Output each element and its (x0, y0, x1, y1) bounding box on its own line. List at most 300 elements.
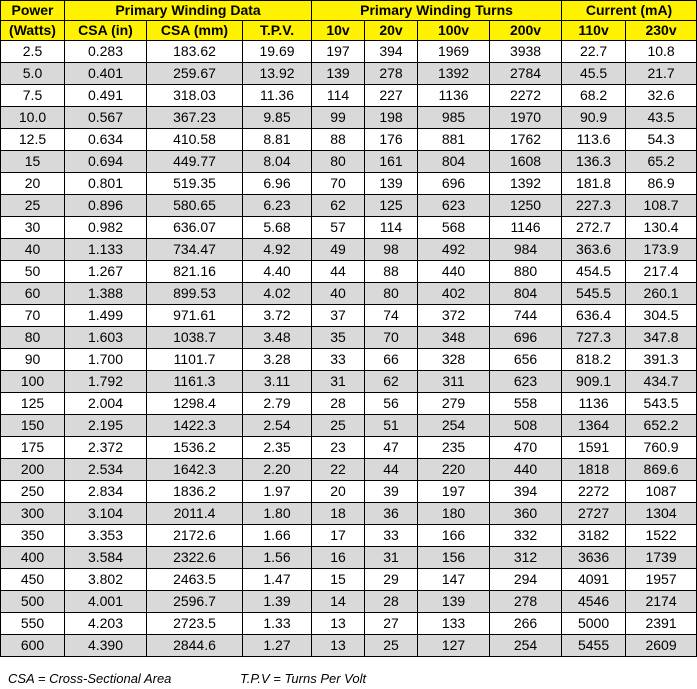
cell-csa-mm: 971.61 (147, 305, 243, 327)
cell-turns-20v: 98 (365, 239, 418, 261)
header-row-groups (1, 1, 697, 21)
cell-power: 5.0 (1, 63, 65, 85)
cell-current-110v: 181.8 (562, 173, 626, 195)
cell-tpv: 13.92 (243, 63, 312, 85)
table-row (1, 393, 697, 415)
cell-current-110v: 227.3 (562, 195, 626, 217)
cell-current-110v: 272.7 (562, 217, 626, 239)
cell-turns-100v: 440 (418, 261, 490, 283)
table-row (1, 547, 697, 569)
cell-power: 70 (1, 305, 65, 327)
cell-csa-in: 0.491 (65, 85, 147, 107)
cell-tpv: 19.69 (243, 41, 312, 63)
cell-turns-10v: 37 (312, 305, 365, 327)
cell-turns-200v: 312 (490, 547, 562, 569)
cell-power: 200 (1, 459, 65, 481)
cell-turns-200v: 623 (490, 371, 562, 393)
cell-turns-20v: 51 (365, 415, 418, 437)
cell-csa-in: 4.203 (65, 613, 147, 635)
cell-tpv: 2.35 (243, 437, 312, 459)
column-header-100v: 100v (418, 21, 490, 41)
cell-current-110v: 818.2 (562, 349, 626, 371)
cell-turns-100v: 220 (418, 459, 490, 481)
cell-csa-mm: 410.58 (147, 129, 243, 151)
cell-turns-20v: 125 (365, 195, 418, 217)
cell-csa-mm: 2723.5 (147, 613, 243, 635)
cell-current-110v: 136.3 (562, 151, 626, 173)
cell-csa-mm: 1536.2 (147, 437, 243, 459)
cell-turns-200v: 2272 (490, 85, 562, 107)
cell-turns-20v: 80 (365, 283, 418, 305)
cell-power: 250 (1, 481, 65, 503)
table-row (1, 173, 697, 195)
cell-turns-20v: 56 (365, 393, 418, 415)
cell-tpv: 1.97 (243, 481, 312, 503)
cell-current-230v: 10.8 (626, 41, 697, 63)
table-row (1, 437, 697, 459)
cell-power: 80 (1, 327, 65, 349)
cell-turns-200v: 332 (490, 525, 562, 547)
cell-turns-20v: 25 (365, 635, 418, 657)
cell-turns-200v: 470 (490, 437, 562, 459)
cell-power: 300 (1, 503, 65, 525)
cell-turns-10v: 20 (312, 481, 365, 503)
cell-turns-100v: 147 (418, 569, 490, 591)
cell-current-110v: 909.1 (562, 371, 626, 393)
cell-current-230v: 869.6 (626, 459, 697, 481)
cell-turns-10v: 197 (312, 41, 365, 63)
cell-turns-200v: 744 (490, 305, 562, 327)
cell-turns-100v: 197 (418, 481, 490, 503)
cell-tpv: 9.85 (243, 107, 312, 129)
cell-power: 400 (1, 547, 65, 569)
cell-turns-200v: 1146 (490, 217, 562, 239)
cell-csa-mm: 318.03 (147, 85, 243, 107)
cell-csa-in: 1.792 (65, 371, 147, 393)
table-row (1, 569, 697, 591)
table-row (1, 239, 697, 261)
cell-current-230v: 2391 (626, 613, 697, 635)
cell-turns-20v: 394 (365, 41, 418, 63)
cell-turns-10v: 16 (312, 547, 365, 569)
table-row (1, 591, 697, 613)
cell-current-110v: 1136 (562, 393, 626, 415)
table-row (1, 305, 697, 327)
cell-power: 2.5 (1, 41, 65, 63)
cell-turns-20v: 114 (365, 217, 418, 239)
power-header-line2: (Watts) (1, 21, 65, 41)
table-row (1, 195, 697, 217)
cell-tpv: 3.11 (243, 371, 312, 393)
cell-csa-in: 2.372 (65, 437, 147, 459)
cell-csa-in: 4.001 (65, 591, 147, 613)
cell-csa-mm: 2463.5 (147, 569, 243, 591)
cell-csa-in: 0.801 (65, 173, 147, 195)
header-row-columns (1, 21, 697, 41)
cell-turns-20v: 278 (365, 63, 418, 85)
cell-turns-100v: 348 (418, 327, 490, 349)
cell-current-110v: 1364 (562, 415, 626, 437)
cell-power: 15 (1, 151, 65, 173)
cell-csa-in: 3.802 (65, 569, 147, 591)
cell-current-110v: 113.6 (562, 129, 626, 151)
cell-turns-200v: 984 (490, 239, 562, 261)
cell-turns-20v: 176 (365, 129, 418, 151)
cell-turns-20v: 39 (365, 481, 418, 503)
cell-tpv: 8.04 (243, 151, 312, 173)
cell-tpv: 1.33 (243, 613, 312, 635)
cell-csa-mm: 2322.6 (147, 547, 243, 569)
cell-csa-mm: 2011.4 (147, 503, 243, 525)
cell-turns-100v: 279 (418, 393, 490, 415)
cell-turns-20v: 66 (365, 349, 418, 371)
cell-turns-20v: 62 (365, 371, 418, 393)
cell-turns-20v: 29 (365, 569, 418, 591)
table-row (1, 613, 697, 635)
cell-turns-100v: 311 (418, 371, 490, 393)
cell-turns-10v: 139 (312, 63, 365, 85)
cell-turns-20v: 33 (365, 525, 418, 547)
cell-tpv: 1.66 (243, 525, 312, 547)
cell-current-230v: 86.9 (626, 173, 697, 195)
cell-turns-100v: 402 (418, 283, 490, 305)
cell-csa-mm: 2596.7 (147, 591, 243, 613)
cell-turns-10v: 13 (312, 613, 365, 635)
cell-tpv: 6.23 (243, 195, 312, 217)
cell-current-110v: 68.2 (562, 85, 626, 107)
cell-csa-in: 1.267 (65, 261, 147, 283)
cell-csa-mm: 636.07 (147, 217, 243, 239)
cell-current-110v: 1818 (562, 459, 626, 481)
cell-current-110v: 4546 (562, 591, 626, 613)
cell-csa-mm: 1101.7 (147, 349, 243, 371)
cell-csa-mm: 1161.3 (147, 371, 243, 393)
cell-csa-in: 2.004 (65, 393, 147, 415)
cell-power: 100 (1, 371, 65, 393)
cell-current-230v: 304.5 (626, 305, 697, 327)
cell-csa-in: 0.283 (65, 41, 147, 63)
cell-csa-in: 4.390 (65, 635, 147, 657)
cell-turns-100v: 166 (418, 525, 490, 547)
table-row (1, 261, 697, 283)
cell-current-230v: 2609 (626, 635, 697, 657)
cell-turns-200v: 1392 (490, 173, 562, 195)
cell-current-230v: 1957 (626, 569, 697, 591)
cell-csa-mm: 821.16 (147, 261, 243, 283)
cell-current-110v: 2727 (562, 503, 626, 525)
cell-tpv: 3.48 (243, 327, 312, 349)
cell-current-230v: 21.7 (626, 63, 697, 85)
cell-power: 20 (1, 173, 65, 195)
cell-turns-20v: 70 (365, 327, 418, 349)
cell-turns-10v: 62 (312, 195, 365, 217)
cell-power: 50 (1, 261, 65, 283)
cell-current-230v: 1304 (626, 503, 697, 525)
cell-csa-in: 2.534 (65, 459, 147, 481)
cell-csa-in: 2.195 (65, 415, 147, 437)
cell-power: 125 (1, 393, 65, 415)
cell-tpv: 2.79 (243, 393, 312, 415)
cell-current-230v: 1522 (626, 525, 697, 547)
cell-csa-in: 1.499 (65, 305, 147, 327)
cell-tpv: 5.68 (243, 217, 312, 239)
cell-current-230v: 108.7 (626, 195, 697, 217)
cell-power: 150 (1, 415, 65, 437)
cell-tpv: 4.92 (243, 239, 312, 261)
cell-turns-10v: 114 (312, 85, 365, 107)
cell-current-110v: 5455 (562, 635, 626, 657)
cell-csa-in: 3.353 (65, 525, 147, 547)
cell-turns-100v: 623 (418, 195, 490, 217)
table-row (1, 371, 697, 393)
cell-power: 40 (1, 239, 65, 261)
cell-turns-10v: 31 (312, 371, 365, 393)
cell-turns-100v: 133 (418, 613, 490, 635)
cell-turns-10v: 80 (312, 151, 365, 173)
table-row (1, 41, 697, 63)
table-row (1, 283, 697, 305)
cell-turns-10v: 13 (312, 635, 365, 657)
table-row (1, 635, 697, 657)
cell-csa-mm: 1422.3 (147, 415, 243, 437)
cell-turns-100v: 328 (418, 349, 490, 371)
cell-csa-in: 0.982 (65, 217, 147, 239)
cell-turns-100v: 1392 (418, 63, 490, 85)
cell-current-110v: 22.7 (562, 41, 626, 63)
cell-tpv: 3.28 (243, 349, 312, 371)
cell-csa-mm: 734.47 (147, 239, 243, 261)
cell-csa-in: 1.388 (65, 283, 147, 305)
cell-tpv: 2.20 (243, 459, 312, 481)
cell-csa-in: 0.401 (65, 63, 147, 85)
cell-turns-100v: 235 (418, 437, 490, 459)
cell-turns-200v: 440 (490, 459, 562, 481)
cell-turns-20v: 227 (365, 85, 418, 107)
table-row (1, 415, 697, 437)
cell-turns-100v: 696 (418, 173, 490, 195)
cell-turns-100v: 156 (418, 547, 490, 569)
cell-turns-10v: 14 (312, 591, 365, 613)
column-header-20v: 20v (365, 21, 418, 41)
cell-csa-in: 0.896 (65, 195, 147, 217)
cell-power: 25 (1, 195, 65, 217)
cell-turns-100v: 372 (418, 305, 490, 327)
cell-current-230v: 347.8 (626, 327, 697, 349)
cell-turns-10v: 15 (312, 569, 365, 591)
cell-tpv: 6.96 (243, 173, 312, 195)
cell-current-230v: 1087 (626, 481, 697, 503)
cell-current-230v: 1739 (626, 547, 697, 569)
cell-turns-10v: 49 (312, 239, 365, 261)
cell-turns-10v: 28 (312, 393, 365, 415)
cell-current-230v: 217.4 (626, 261, 697, 283)
cell-csa-in: 3.104 (65, 503, 147, 525)
cell-csa-mm: 580.65 (147, 195, 243, 217)
power-header-line1: Power (1, 1, 65, 21)
cell-turns-100v: 1969 (418, 41, 490, 63)
cell-turns-20v: 74 (365, 305, 418, 327)
cell-current-230v: 543.5 (626, 393, 697, 415)
footnote-tpv: T.P.V = Turns Per Volt (240, 671, 367, 686)
cell-current-110v: 90.9 (562, 107, 626, 129)
cell-tpv: 3.72 (243, 305, 312, 327)
cell-turns-200v: 880 (490, 261, 562, 283)
cell-csa-in: 0.634 (65, 129, 147, 151)
cell-current-230v: 652.2 (626, 415, 697, 437)
column-header-10v: 10v (312, 21, 365, 41)
cell-tpv: 8.81 (243, 129, 312, 151)
cell-power: 12.5 (1, 129, 65, 151)
cell-current-110v: 4091 (562, 569, 626, 591)
cell-turns-100v: 881 (418, 129, 490, 151)
cell-current-110v: 3636 (562, 547, 626, 569)
footnote-csa: CSA = Cross-Sectional Area (8, 671, 172, 686)
table-row (1, 151, 697, 173)
table-row (1, 217, 697, 239)
cell-current-110v: 3182 (562, 525, 626, 547)
cell-current-230v: 2174 (626, 591, 697, 613)
cell-current-110v: 5000 (562, 613, 626, 635)
cell-turns-20v: 44 (365, 459, 418, 481)
cell-current-230v: 54.3 (626, 129, 697, 151)
cell-current-230v: 434.7 (626, 371, 697, 393)
cell-turns-10v: 17 (312, 525, 365, 547)
cell-current-230v: 260.1 (626, 283, 697, 305)
cell-csa-in: 3.584 (65, 547, 147, 569)
cell-power: 60 (1, 283, 65, 305)
cell-current-110v: 2272 (562, 481, 626, 503)
table-row (1, 525, 697, 547)
cell-csa-mm: 367.23 (147, 107, 243, 129)
cell-power: 350 (1, 525, 65, 547)
cell-turns-100v: 492 (418, 239, 490, 261)
cell-turns-200v: 558 (490, 393, 562, 415)
cell-turns-20v: 36 (365, 503, 418, 525)
cell-csa-mm: 1298.4 (147, 393, 243, 415)
cell-turns-200v: 278 (490, 591, 562, 613)
cell-current-110v: 45.5 (562, 63, 626, 85)
primary-winding-turns-header: Primary Winding Turns (312, 1, 562, 21)
cell-csa-mm: 183.62 (147, 41, 243, 63)
cell-csa-mm: 899.53 (147, 283, 243, 305)
cell-current-230v: 391.3 (626, 349, 697, 371)
cell-turns-10v: 44 (312, 261, 365, 283)
cell-power: 175 (1, 437, 65, 459)
table-row (1, 327, 697, 349)
cell-turns-200v: 1250 (490, 195, 562, 217)
cell-power: 450 (1, 569, 65, 591)
cell-tpv: 1.39 (243, 591, 312, 613)
column-header-csa-mm: CSA (mm) (147, 21, 243, 41)
cell-power: 500 (1, 591, 65, 613)
cell-turns-10v: 57 (312, 217, 365, 239)
table-body (1, 41, 697, 657)
cell-power: 10.0 (1, 107, 65, 129)
cell-turns-10v: 99 (312, 107, 365, 129)
current-header: Current (mA) (562, 1, 697, 21)
cell-turns-10v: 88 (312, 129, 365, 151)
cell-current-110v: 636.4 (562, 305, 626, 327)
cell-turns-200v: 1608 (490, 151, 562, 173)
cell-csa-in: 0.694 (65, 151, 147, 173)
cell-turns-100v: 1136 (418, 85, 490, 107)
table-row (1, 85, 697, 107)
cell-csa-in: 1.700 (65, 349, 147, 371)
cell-turns-200v: 804 (490, 283, 562, 305)
column-header-110v: 110v (562, 21, 626, 41)
cell-current-230v: 32.6 (626, 85, 697, 107)
cell-turns-200v: 360 (490, 503, 562, 525)
cell-turns-200v: 696 (490, 327, 562, 349)
cell-turns-10v: 23 (312, 437, 365, 459)
cell-tpv: 1.47 (243, 569, 312, 591)
cell-turns-200v: 1970 (490, 107, 562, 129)
table-row (1, 129, 697, 151)
column-header-csa-in: CSA (in) (65, 21, 147, 41)
cell-current-110v: 1591 (562, 437, 626, 459)
table-row (1, 481, 697, 503)
cell-turns-100v: 804 (418, 151, 490, 173)
cell-csa-in: 2.834 (65, 481, 147, 503)
table-row (1, 459, 697, 481)
cell-power: 600 (1, 635, 65, 657)
cell-turns-20v: 31 (365, 547, 418, 569)
cell-tpv: 2.54 (243, 415, 312, 437)
cell-turns-200v: 508 (490, 415, 562, 437)
cell-turns-100v: 180 (418, 503, 490, 525)
cell-power: 90 (1, 349, 65, 371)
cell-current-110v: 545.5 (562, 283, 626, 305)
cell-turns-200v: 294 (490, 569, 562, 591)
cell-current-110v: 363.6 (562, 239, 626, 261)
cell-turns-200v: 1762 (490, 129, 562, 151)
cell-csa-in: 0.567 (65, 107, 147, 129)
cell-current-110v: 727.3 (562, 327, 626, 349)
table-row (1, 349, 697, 371)
cell-turns-20v: 27 (365, 613, 418, 635)
cell-csa-in: 1.603 (65, 327, 147, 349)
cell-turns-200v: 656 (490, 349, 562, 371)
cell-turns-10v: 40 (312, 283, 365, 305)
cell-csa-mm: 259.67 (147, 63, 243, 85)
column-header-230v: 230v (626, 21, 697, 41)
table-header (1, 1, 697, 41)
cell-tpv: 1.80 (243, 503, 312, 525)
cell-tpv: 4.02 (243, 283, 312, 305)
cell-csa-in: 1.133 (65, 239, 147, 261)
cell-turns-200v: 394 (490, 481, 562, 503)
cell-csa-mm: 1836.2 (147, 481, 243, 503)
cell-turns-10v: 33 (312, 349, 365, 371)
cell-turns-200v: 3938 (490, 41, 562, 63)
cell-turns-20v: 198 (365, 107, 418, 129)
table-row (1, 503, 697, 525)
cell-csa-mm: 449.77 (147, 151, 243, 173)
cell-turns-100v: 568 (418, 217, 490, 239)
column-header-200v: 200v (490, 21, 562, 41)
cell-turns-200v: 266 (490, 613, 562, 635)
cell-turns-100v: 127 (418, 635, 490, 657)
cell-power: 7.5 (1, 85, 65, 107)
cell-power: 30 (1, 217, 65, 239)
cell-turns-10v: 18 (312, 503, 365, 525)
cell-tpv: 11.36 (243, 85, 312, 107)
cell-turns-20v: 28 (365, 591, 418, 613)
cell-csa-mm: 1642.3 (147, 459, 243, 481)
cell-current-230v: 130.4 (626, 217, 697, 239)
cell-turns-100v: 139 (418, 591, 490, 613)
column-header-tpv: T.P.V. (243, 21, 312, 41)
